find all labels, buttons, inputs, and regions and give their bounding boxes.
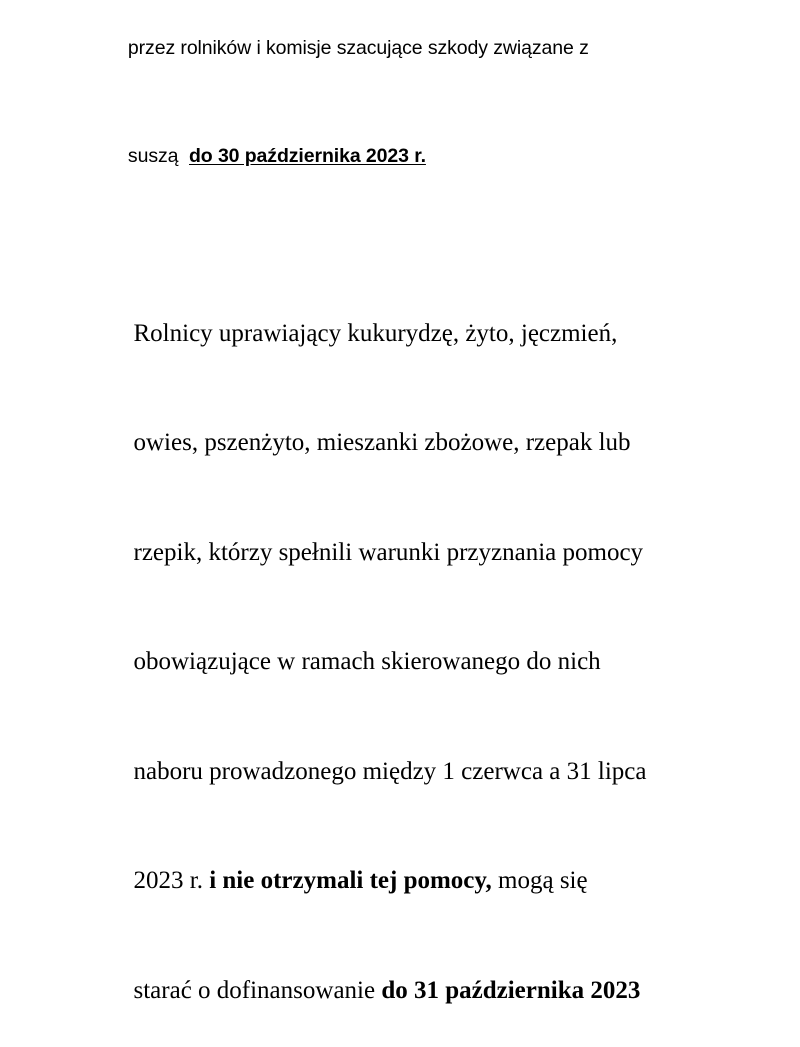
text-line xyxy=(96,717,704,827)
text-line xyxy=(96,498,704,608)
text-line xyxy=(96,608,704,718)
paragraph-main xyxy=(96,279,704,1046)
text-run: mogą się xyxy=(491,867,588,894)
text-line xyxy=(96,936,704,1046)
text-run: starać o dofinansowanie xyxy=(133,976,382,1004)
page-bottom-spacer xyxy=(96,1046,704,1047)
text-line xyxy=(96,279,704,389)
text-run: suszą xyxy=(127,145,189,167)
paragraph-tail xyxy=(96,0,704,210)
text-run: naboru prowadzonego między 1 czerwca a 31 lipca xyxy=(133,757,647,785)
text-run: obowiązujące w ramach skierowanego do nich xyxy=(133,648,601,675)
text-line xyxy=(96,102,704,210)
deadline-emphasis: do 31 października 2023 xyxy=(381,976,641,1004)
text-run: owies, pszenżyto, mieszanki zbożowe, rzepak lub xyxy=(133,429,631,456)
deadline-emphasis: do 30 października 2023 r. xyxy=(189,145,426,167)
text-emphasis: i nie otrzymali tej pomocy, xyxy=(209,867,492,894)
text-run: przez rolników i komisje szacujące szkody związane z xyxy=(127,37,589,59)
text-run: rzepik, którzy spełnili warunki przyznania pomocy xyxy=(133,538,644,566)
text-run: Rolnicy uprawiający kukurydzę, żyto, jęczmień, xyxy=(133,319,618,347)
text-line xyxy=(96,0,704,102)
text-line xyxy=(96,389,704,499)
text-line xyxy=(96,827,704,937)
text-run: 2023 r. xyxy=(133,867,210,894)
